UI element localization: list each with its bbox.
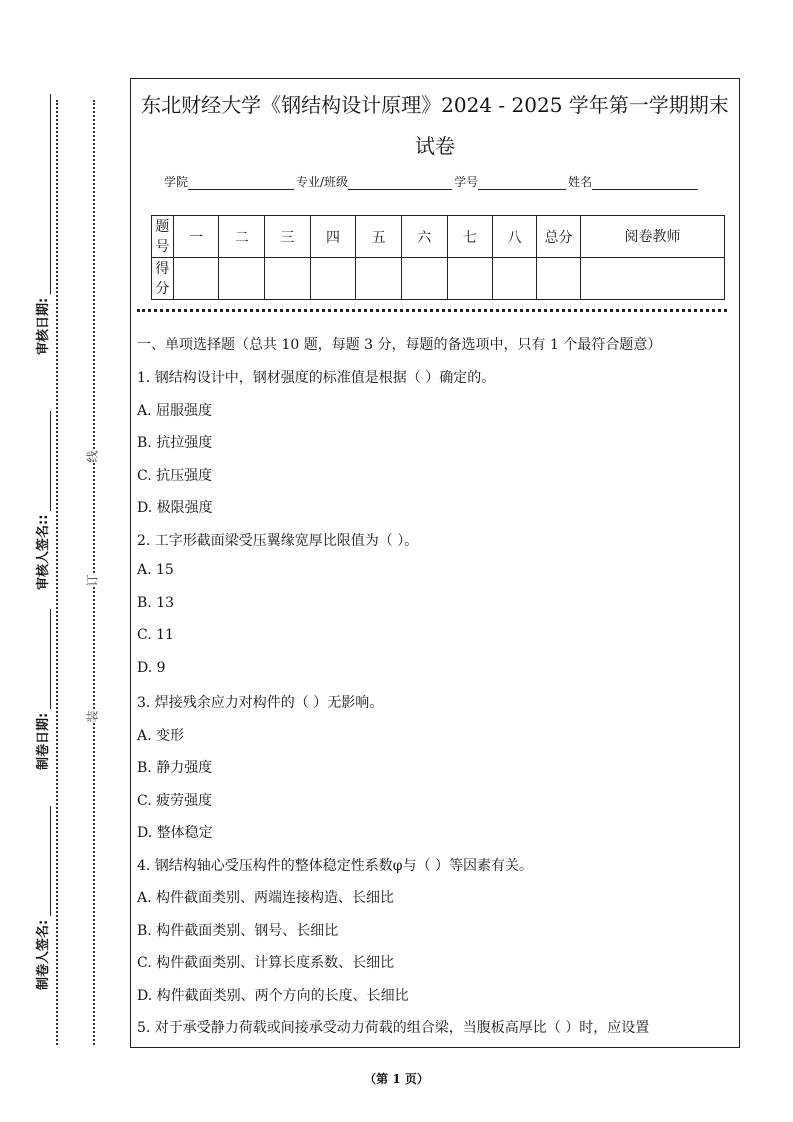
binding-line-inner xyxy=(93,100,95,1045)
maker-signature-line[interactable] xyxy=(38,806,51,916)
column-header: 四 xyxy=(310,216,356,258)
answer-option[interactable]: A. 构件截面类别、两端连接构造、长细比 xyxy=(137,890,395,906)
college-label: 学院 xyxy=(164,175,189,189)
column-header: 七 xyxy=(447,216,493,258)
answer-option[interactable]: A. 屈服强度 xyxy=(137,402,213,419)
page-number: （第 1 页） xyxy=(364,1072,429,1086)
major-label: 专业/班级 xyxy=(296,175,349,189)
score-cell[interactable] xyxy=(356,258,402,300)
answer-option[interactable]: A. 15 xyxy=(137,562,174,578)
question-stem: 1. 钢结构设计中，钢材强度的标准值是根据（ ）确定的。 xyxy=(137,370,496,386)
college-input[interactable] xyxy=(188,175,294,190)
student-id-label: 学号 xyxy=(454,175,479,189)
major-input[interactable] xyxy=(348,175,452,190)
question-stem: 2. 工字形截面梁受压翼缘宽厚比限值为（ ）。 xyxy=(137,532,419,549)
maker-date-line[interactable] xyxy=(38,609,51,709)
reviewer-signature-line[interactable] xyxy=(38,411,51,511)
question-stem: 4. 钢结构轴心受压构件的整体稳定性系数φ与（ ）等因素有关。 xyxy=(137,857,534,874)
answer-option[interactable]: D. 极限强度 xyxy=(137,500,213,516)
score-cell[interactable] xyxy=(447,258,493,300)
score-cell[interactable] xyxy=(310,258,356,300)
maker-signature-field[interactable] xyxy=(32,806,51,990)
maker-date-field[interactable] xyxy=(32,609,51,770)
section-divider xyxy=(137,309,727,312)
name-input[interactable] xyxy=(592,175,698,190)
answer-option[interactable]: C. 构件截面类别、计算长度系数、长细比 xyxy=(137,955,395,971)
review-date-label: 审核日期: xyxy=(36,297,51,355)
column-header: 五 xyxy=(356,216,402,258)
name-label: 姓名 xyxy=(568,175,593,189)
column-header: 阅卷教师 xyxy=(581,216,725,258)
answer-option[interactable]: D. 9 xyxy=(137,659,166,676)
answer-option[interactable]: D. 构件截面类别、两个方向的长度、长细比 xyxy=(137,987,409,1004)
score-cell[interactable] xyxy=(265,258,311,300)
row-label-score: 得分 xyxy=(152,258,174,300)
bind-char-xian: 线 xyxy=(85,450,100,463)
row-label-question-no: 题号 xyxy=(152,216,174,258)
exam-title: 东北财经大学《钢结构设计原理》2024 - 2025 学年第一学期期末 xyxy=(141,93,729,117)
answer-option[interactable]: D. 整体稳定 xyxy=(137,825,213,841)
answer-option[interactable]: C. 抗压强度 xyxy=(137,467,213,484)
question-stem: 3. 焊接残余应力对构件的（ ）无影响。 xyxy=(137,695,384,711)
column-header: 八 xyxy=(493,216,537,258)
question-stem: 5. 对于承受静力荷载或间接承受动力荷载的组合梁，当腹板高厚比（ ）时，应设置 xyxy=(137,1020,650,1036)
maker-date-label: 制卷日期: xyxy=(36,712,51,770)
maker-signature-label: 制卷人签名: xyxy=(36,919,51,990)
answer-option[interactable]: B. 构件截面类别、钢号、长细比 xyxy=(137,922,339,939)
review-date-field[interactable] xyxy=(32,94,51,355)
column-header: 三 xyxy=(265,216,311,258)
score-cell[interactable] xyxy=(401,258,447,300)
answer-option[interactable]: C. 疲劳强度 xyxy=(137,792,213,809)
score-table xyxy=(151,215,725,300)
column-header: 六 xyxy=(401,216,447,258)
answer-option[interactable]: B. 静力强度 xyxy=(137,760,213,776)
bind-char-ding: 订 xyxy=(85,574,100,587)
exam-title-cont: 试卷 xyxy=(415,134,455,158)
student-id-input[interactable] xyxy=(478,175,566,190)
score-cell[interactable] xyxy=(581,258,725,300)
section-heading: 一、单项选择题（总共 10 题，每题 3 分，每题的备选项中，只有 1 个最符合题意） xyxy=(137,337,662,353)
score-cell[interactable] xyxy=(173,258,219,300)
binding-line-outer xyxy=(56,100,58,1045)
student-info xyxy=(164,173,700,190)
column-header: 一 xyxy=(173,216,219,258)
score-cell[interactable] xyxy=(537,258,581,300)
answer-option[interactable]: C. 11 xyxy=(137,627,174,643)
answer-option[interactable]: B. 13 xyxy=(137,594,175,611)
answer-option[interactable]: B. 抗拉强度 xyxy=(137,435,213,451)
reviewer-signature-field[interactable] xyxy=(32,411,51,590)
review-date-line[interactable] xyxy=(38,94,51,294)
reviewer-signature-label: 审核人签名:: xyxy=(36,514,51,590)
answer-option[interactable]: A. 变形 xyxy=(137,727,185,744)
bind-char-zhuang: 装 xyxy=(85,710,100,723)
column-header: 二 xyxy=(219,216,265,258)
score-cell[interactable] xyxy=(219,258,265,300)
column-header: 总分 xyxy=(537,216,581,258)
score-cell[interactable] xyxy=(493,258,537,300)
